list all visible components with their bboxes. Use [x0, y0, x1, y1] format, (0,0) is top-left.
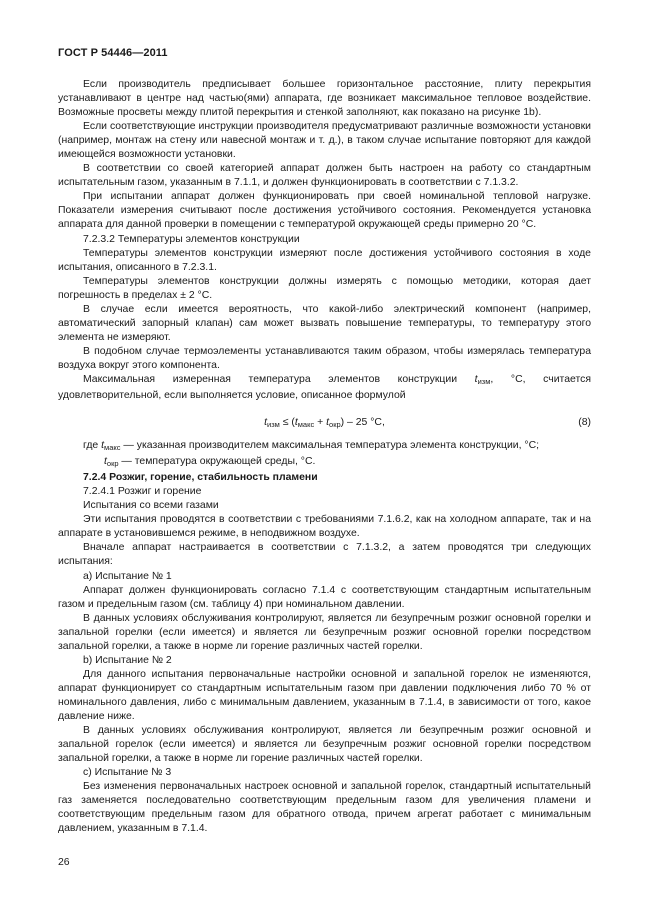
standard-header: ГОСТ Р 54446—2011 [58, 47, 168, 59]
symbol-t: t [474, 373, 478, 385]
paragraph: Для данного испытания первоначальные настройки основной и запальной горелок не изменяются, аппарат функционирует со стандартным испытательным газом при давлении подключения либо 70 % от номинального давления, либо с минимальным давлением, указанным в 7.1.4, в зависимости от того, какое давление ниже. [58, 668, 591, 722]
page-body [58, 78, 591, 836]
paragraph: При испытании аппарат должен функционировать при своей номинальной тепловой нагрузке. Показатели измерения считывают после достижения устойчивого состояния. Рекомендуется установка аппарата для данной проверки в помещении с температурой окружающей среды примерно 20 °С. [58, 191, 591, 231]
subscript-max: макс [297, 420, 315, 430]
test-heading-2: b) Испытание № 2 [83, 654, 172, 666]
formula-8 [58, 409, 591, 439]
symbol-t: t [326, 417, 330, 429]
subsection-heading: Испытания со всеми газами [83, 500, 219, 512]
paragraph: Если соответствующие инструкции производителя предусматривают различные возможности установки (например, монтаж на стену или навесной монтаж и т. д.), в таком случае испытание повторяют для каждой имеющейся возможности установки. [58, 121, 591, 161]
symbol-t: t [101, 440, 105, 452]
text-run: — указанная производителем максимальная температура элемента конструкции, °С; [120, 440, 540, 452]
subscript-izm: изм [267, 420, 280, 430]
text-run: где [83, 440, 102, 452]
paragraph: Вначале аппарат настраивается в соответствии с 7.1.3.2, а затем проводятся три следующих испытания: [58, 542, 591, 568]
test-heading-1: а) Испытание № 1 [83, 570, 172, 582]
paragraph: В соответствии со своей категорией аппарат должен быть настроен на работу со стандартным испытательным газом, указанным в 7.1.1, и должен функционировать в соответствии с 7.1.3.2. [58, 163, 591, 189]
paragraph: Аппарат должен функционировать согласно 7.1.4 с соответствующим стандартным испытательным газом и предельным газом (см. таблицу 4) при номинальном давлении. [58, 584, 591, 610]
symbol-t: t [264, 417, 268, 429]
formula-op: + [314, 417, 327, 429]
test-heading-3: с) Испытание № 3 [83, 767, 172, 779]
formula-op: ) – 25 °С, [340, 417, 385, 429]
paragraph: В данных условиях обслуживания контролируют, является ли безупречным розжиг основной горелки и запальной горелки (если имеется) и является ли безупречным розжиг основной горелки посредством запальной горелки, а также в норме ли горение различных частей горелки. [58, 612, 591, 652]
subscript-okr: окр [106, 459, 119, 469]
where-line-1 [58, 439, 591, 455]
subscript-max: макс [104, 443, 121, 453]
text-run: — температура окружающей среды, °С. [118, 456, 316, 468]
section-title: 7.2.4 Розжиг, горение, стабильность пламени [83, 472, 318, 484]
subscript-izm: изм [477, 376, 491, 386]
paragraph: Без изменения первоначальных настроек основной и запальной горелок, стандартный испытательный газ заменяется последовательно соответствующим предельным газом для увеличения пламени и соответствующим предельным газом для обратного отвода, причем агрегат работает с минимальным давлением, указанным в 7.1.4. [58, 781, 591, 835]
paragraph: Эти испытания проводятся в соответствии с требованиями 7.1.6.2, как на холодном аппарате, так и на аппарате в установившемся режиме, в неподвижном воздухе. [58, 514, 591, 540]
where-line-2 [58, 455, 591, 471]
text-run: Максимальная измеренная температура элементов конструкции [83, 373, 475, 385]
subscript-okr: окр [329, 420, 341, 430]
symbol-t: t [104, 456, 107, 468]
paragraph: Температуры элементов конструкции должны измерять с помощью методики, которая дает погрешность в пределах ± 2 °С. [58, 275, 591, 301]
max-temp-paragraph [58, 373, 591, 403]
formula-op: ≤ ( [279, 417, 295, 429]
paragraph: Температуры элементов конструкции измеряют после достижения устойчивого состояния в ходе испытания, описанного в 7.2.3.1. [58, 247, 591, 273]
formula-number: (8) [578, 417, 591, 429]
text-run: , °С, считается удовлетворительной, если выполняется условие, описанное формулой [58, 373, 591, 402]
subsection-heading: 7.2.3.2 Температуры элементов конструкции [83, 233, 300, 245]
page-number: 26 [58, 857, 70, 868]
subsection-heading: 7.2.4.1 Розжиг и горение [83, 486, 202, 498]
paragraph: В подобном случае термоэлементы устанавливаются таким образом, чтобы измерялась температура воздуха вокруг этого компонента. [58, 345, 591, 371]
paragraph: Если производитель предписывает большее горизонтальное расстояние, плиту перекрытия устанавливают в центре над частью(ями) аппарата, где возникает максимальное тепловое воздействие. Возможные просветы между плитой перекрытия и стенкой заполняют, как показано на рисунке 1b). [58, 79, 591, 119]
paragraph: В случае если имеется вероятность, что какой-либо электрический компонент (например, автоматический запорный клапан) сам может вызвать повышение температуры, то температуру этого элемента не измеряют. [58, 303, 591, 343]
formula-expression [58, 416, 591, 432]
paragraph: В данных условиях обслуживания контролируют, является ли безупречным розжиг основной и запальной горелок (если имеется) и является ли безупречным розжиг основной горелки посредством запальной горелки, а также в норме ли горение различных частей горелки. [58, 725, 591, 765]
symbol-t: t [294, 417, 298, 429]
